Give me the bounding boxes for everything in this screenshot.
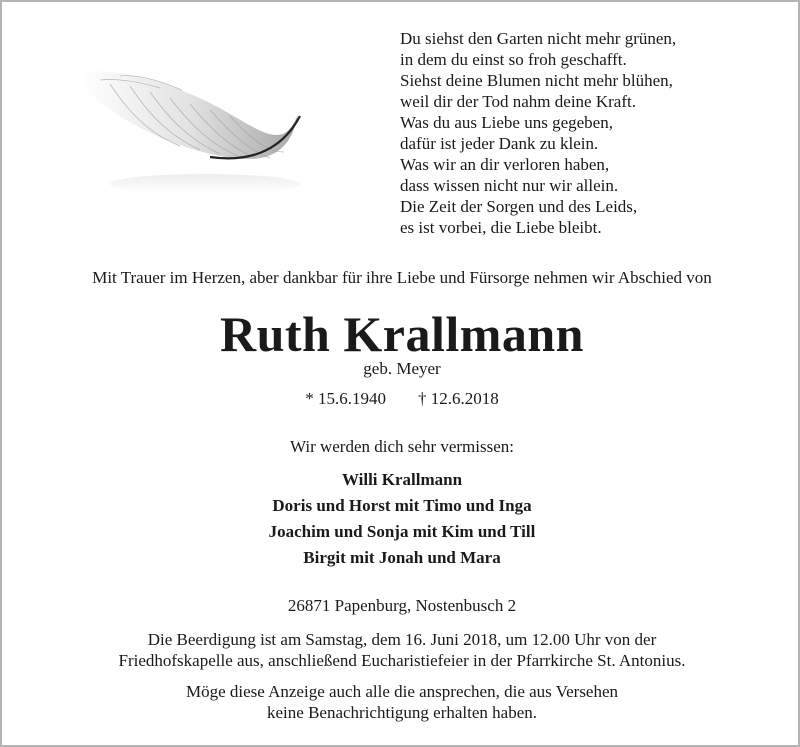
- poem-line: Siehst deine Blumen nicht mehr blühen,: [400, 71, 673, 90]
- mourner: Joachim und Sonja mit Kim und Till: [268, 522, 536, 541]
- note-line: Möge diese Anzeige auch alle die ansprechen, die aus Versehen: [185, 682, 619, 701]
- poem-line: in dem du einst so froh geschafft.: [400, 50, 627, 69]
- mourner: Birgit mit Jonah und Mara: [303, 548, 501, 567]
- poem: [400, 28, 676, 238]
- poem-line: weil dir der Tod nahm deine Kraft.: [400, 92, 636, 111]
- intro-text: Mit Trauer im Herzen, aber dankbar für ihre Liebe und Fürsorge nehmen wir Abschied von: [92, 268, 712, 287]
- birth-date: * 15.6.1940: [305, 389, 386, 408]
- poem-line: es ist vorbei, die Liebe bleibt.: [400, 218, 602, 237]
- mourners-list: [2, 467, 800, 571]
- poem-line: dafür ist jeder Dank zu klein.: [400, 134, 599, 153]
- poem-line: Du siehst den Garten nicht mehr grünen,: [400, 29, 677, 48]
- funeral-info: [2, 629, 800, 671]
- poem-line: Was du aus Liebe uns gegeben,: [400, 113, 613, 132]
- poem-line: dass wissen nicht nur wir allein.: [400, 176, 619, 195]
- funeral-line: Friedhofskapelle aus, anschließend Eucharistiefeier in der Pfarrkirche St. Antonius.: [118, 651, 686, 670]
- mourner: Willi Krallmann: [341, 470, 463, 489]
- poem-line: Die Zeit der Sorgen und des Leids,: [400, 197, 638, 216]
- deceased-name: Ruth Krallmann: [219, 306, 584, 362]
- poem-line: Was wir an dir verloren haben,: [400, 155, 610, 174]
- life-dates: [2, 389, 800, 409]
- closing-note: [2, 681, 800, 723]
- feather-image: [70, 54, 310, 204]
- death-date: † 12.6.2018: [418, 389, 499, 408]
- birth-name: geb. Meyer: [363, 359, 441, 378]
- note-line: keine Benachrichtigung erhalten haben.: [267, 703, 537, 722]
- mourners-intro: Wir werden dich sehr vermissen:: [289, 437, 515, 456]
- address: 26871 Papenburg, Nostenbusch 2: [287, 596, 517, 615]
- funeral-line: Die Beerdigung ist am Samstag, dem 16. Juni 2018, um 12.00 Uhr von der: [147, 630, 657, 649]
- mourner: Doris und Horst mit Timo und Inga: [272, 496, 532, 515]
